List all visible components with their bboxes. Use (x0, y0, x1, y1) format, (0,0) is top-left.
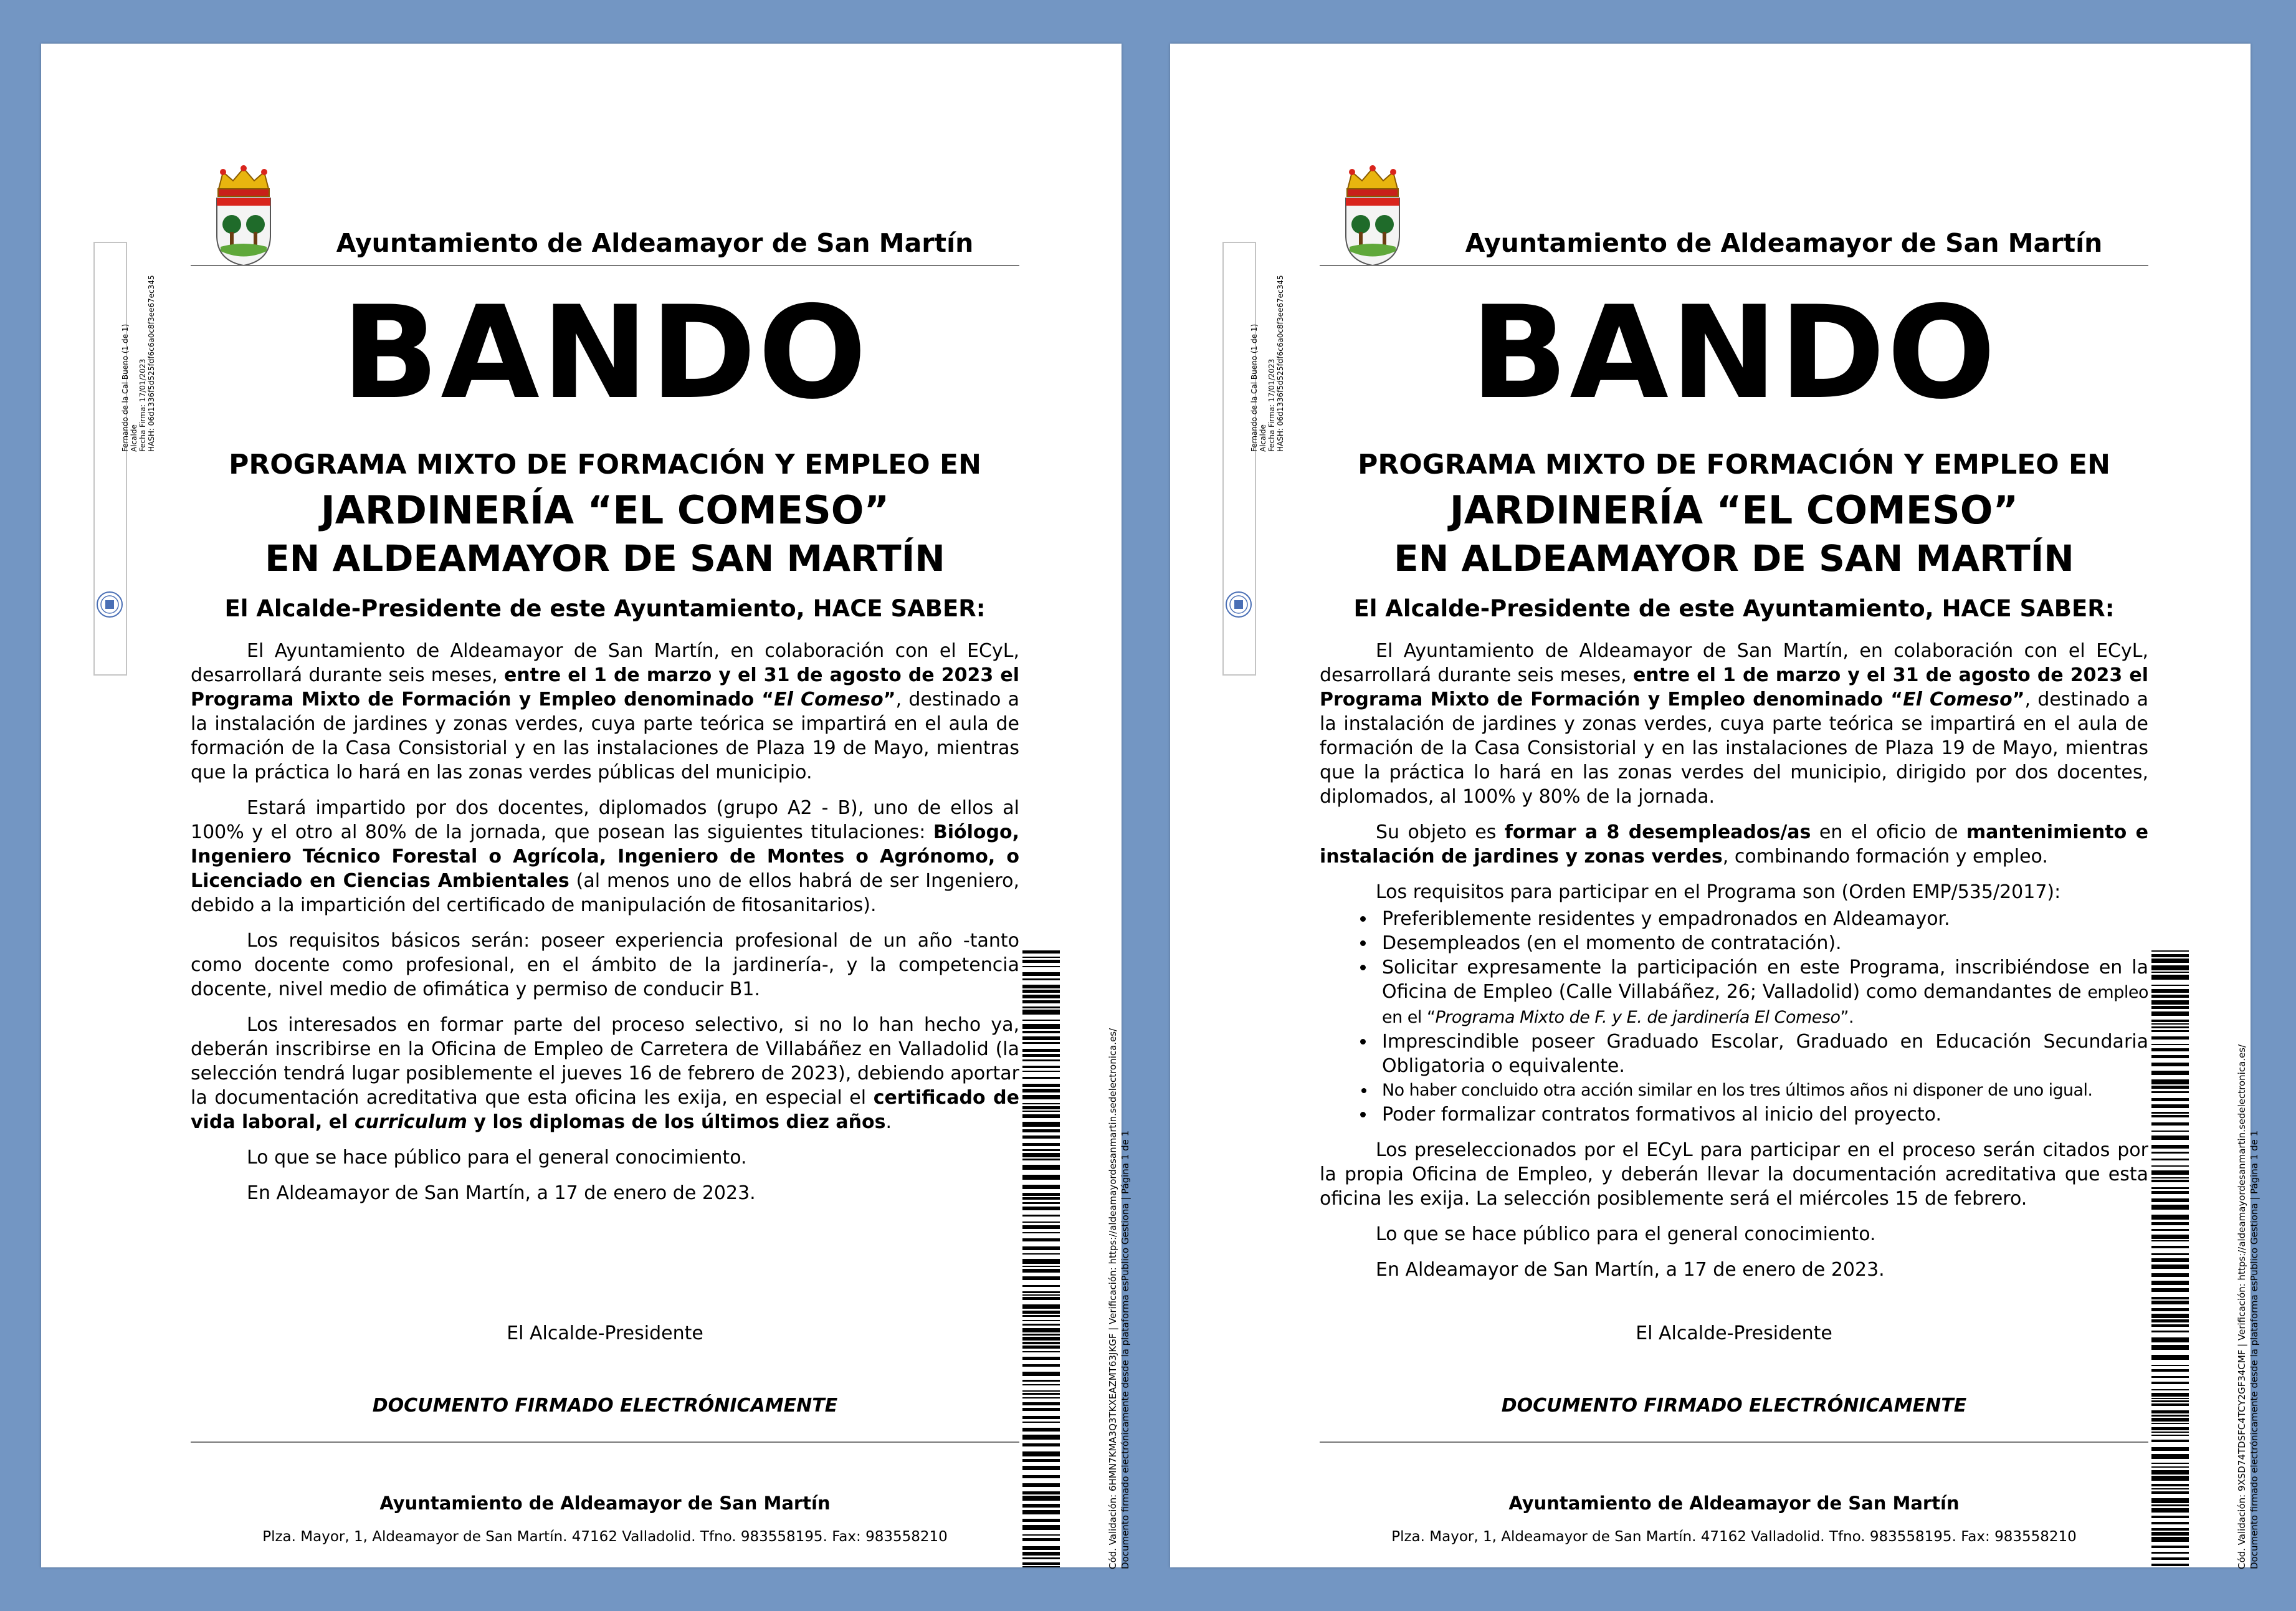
closing-date: En Aldeamayor de San Martín, a 17 de enero de 2023. (247, 1182, 756, 1204)
document-body (191, 639, 1019, 1217)
document-title: BANDO (1470, 279, 1998, 428)
validation-code: Cód. Validación: 6HMN7KMA3Q3TKXEAZMT63JKGF | Verificación: https://aldeamayordesanmartin.sedelectronica.es/ (1107, 1028, 1118, 1569)
subtitle-location: EN ALDEAMAYOR DE SAN MARTÍN (265, 537, 945, 580)
text-segment: El Ayuntamiento de Aldeamayor de San Martín, en colaboración con el ECyL, desarrollará durante seis meses, (1320, 640, 2148, 686)
text-segment-bold: entre el 1 de marzo y el 31 de agosto de 2023 el Programa Mixto de Formación y Empleo denominado “ (1320, 664, 2148, 710)
bando-page-right (1170, 44, 2260, 1569)
signature-date: Fecha Firma: 17/01/2023 (138, 358, 147, 452)
paragraph-application (191, 1013, 1019, 1134)
text-segment-bold-italic: El Comeso (774, 689, 884, 710)
bando-page-left (41, 44, 1131, 1569)
header-divider (191, 265, 1019, 266)
list-item: • Poder formalizar contratos formativos al inicio del proyecto. (1376, 1102, 2148, 1127)
paragraph-selection: Los preseleccionados por el ECyL para participar en el proceso serán citados por la propia Oficina de Empleo, y deberán llevar la documentación acreditativa que esta oficina les exija. La selección posiblemente será el miércoles 15 de febrero. (1320, 1139, 2148, 1210)
text-segment: empleo en el “ (1382, 983, 2148, 1027)
paragraph-objective (1320, 820, 2148, 869)
signature-text (121, 252, 156, 452)
announcement-heading: El Alcalde-Presidente de este Ayuntamiento, HACE SABER: (1353, 595, 2115, 622)
signature-seal-icon (1225, 591, 1252, 618)
text-segment: , destinado a la instalación de jardines y zonas verdes, cuya parte teórica se impartirá en el aula de formación de la Casa Consistorial y en las instalaciones de Plaza 19 de Mayo, mientras que la práctica lo hará en las zonas verdes del municipio, dirigido por dos docentes, diplomados, al 100% y 80% de la jornada. (1320, 689, 2149, 808)
requirements-intro: Los requisitos para participar en el Programa son (Orden EMP/535/2017): (1376, 881, 2061, 903)
list-item (1376, 955, 2148, 1030)
text-segment-bold: y los diplomas de los últimos diez años (467, 1111, 886, 1133)
text-segment-bold-italic: El Comeso (1903, 689, 2013, 710)
text-segment: , destinado a la instalación de jardines y zonas verdes, cuya parte teórica se impartirá en el aula de formación de la Casa Consistorial y en las instalaciones de Plaza 19 de Mayo, mientras que la práctica lo hará en las zonas verdes públicas del municipio. (191, 689, 1020, 783)
announcement-heading: El Alcalde-Presidente de este Ayuntamiento, HACE SABER: (224, 595, 986, 622)
signature-role: Alcalde (1259, 424, 1267, 452)
text-segment-bold: certificado de vida laboral, el (191, 1087, 1019, 1133)
signature-hash: HASH: 06d1336f5d525fdf6c6a0c8f3ee67ec345 (1276, 275, 1285, 452)
paragraph-program (191, 639, 1019, 785)
closing-date: En Aldeamayor de San Martín, a 17 de enero de 2023. (1376, 1259, 1885, 1281)
signature-seal-icon (96, 591, 123, 618)
validation-text (1107, 946, 1131, 1569)
signer-role: El Alcalde-Presidente (507, 1322, 703, 1344)
subtitle-program: PROGRAMA MIXTO DE FORMACIÓN Y EMPLEO EN (229, 449, 981, 480)
coat-of-arms-icon (1338, 118, 1407, 265)
paragraph-teachers (191, 796, 1019, 917)
validation-platform: Documento firmado electrónicamente desde la plataforma esPublico Gestiona | Página 1 de 1 (1120, 1130, 1131, 1569)
text-segment: Su objeto es (1376, 821, 1505, 843)
list-item: • Desempleados (en el momento de contratación). (1376, 931, 2148, 955)
signature-date: Fecha Firma: 17/01/2023 (1267, 358, 1276, 452)
electronic-signature-note: DOCUMENTO FIRMADO ELECTRÓNICAMENTE (1501, 1395, 1967, 1417)
validation-code: Cód. Validación: 9XSD74TDSFC4TCY2GF34CMF | Verificación: https://aldeamayordesanmartin.sedelectronica.es/ (2236, 1044, 2247, 1569)
subtitle-location: EN ALDEAMAYOR DE SAN MARTÍN (1394, 537, 2074, 580)
validation-text (2236, 946, 2260, 1569)
validation-platform: Documento firmado electrónicamente desde la plataforma esPublico Gestiona | Página 1 de 1 (2249, 1130, 2260, 1569)
text-segment-bold-italic: curriculum (354, 1111, 467, 1133)
electronic-signature-note: DOCUMENTO FIRMADO ELECTRÓNICAMENTE (372, 1395, 838, 1417)
text-segment-bold: ” (2012, 689, 2025, 710)
text-segment-bold: entre el 1 de marzo y el 31 de agosto de 2023 el Programa Mixto de Formación y Empleo denominado “ (191, 664, 1019, 710)
header-organization: Ayuntamiento de Aldeamayor de San Martín (1465, 228, 2103, 258)
text-segment-bold: mantenimiento e instalación de jardines y zonas verdes (1320, 821, 2148, 868)
text-segment: El Ayuntamiento de Aldeamayor de San Martín, en colaboración con el ECyL, desarrollará durante seis meses, (191, 640, 1019, 686)
subtitle-program-name: JARDINERÍA “EL COMESO” (320, 487, 890, 533)
closing-public: Lo que se hace público para el general conocimiento. (247, 1147, 747, 1169)
text-segment: Los interesados en formar parte del proceso selectivo, si no lo han hecho ya, deberán inscribirse en la Oficina de Empleo de Carretera de Villabáñez en Valladolid (la selección tendrá lugar posiblemente el jueves 16 de febrero de 2023), debiendo aportar la documentación acreditativa que esta oficina les exija, en especial el (191, 1014, 1019, 1109)
list-item: • Preferiblemente residentes y empadronados en Aldeamayor. (1376, 907, 2148, 931)
footer-organization: Ayuntamiento de Aldeamayor de San Martín (379, 1493, 831, 1514)
signature-role: Alcalde (130, 424, 138, 452)
signature-hash: HASH: 06d1336f5d525fdf6c6a0c8f3ee67ec345 (147, 275, 156, 452)
text-segment: Solicitar expresamente la participación en este Programa, inscribiéndose en la Oficina de Empleo (Calle Villabáñez, 26; Valladolid) como demandantes de (1382, 957, 2148, 1003)
text-segment: Estará impartido por dos docentes, diplomados (grupo A2 - B), uno de ellos al 100% y el otro al 80% de la jornada, que posean las siguientes titulaciones: (191, 797, 1019, 843)
list-item: • Imprescindible poseer Graduado Escolar, Graduado en Educación Secundaria Obligatoria o equivalente. (1376, 1030, 2148, 1078)
signer-role: El Alcalde-Presidente (1636, 1322, 1832, 1344)
text-segment: en el oficio de (1811, 821, 1966, 843)
text-segment-bold: formar a 8 desempleados/as (1504, 821, 1811, 843)
text-segment-bold: Biólogo, Ingeniero Técnico Forestal o Agrícola, Ingeniero de Montes o Agrónomo, o Licenciado en Ciencias Ambientales (191, 821, 1019, 892)
header-divider (1320, 265, 2148, 266)
signature-signer: Fernando de la Cal Bueno (1 de 1) (121, 323, 130, 452)
document-title: BANDO (341, 279, 869, 428)
signature-text (1250, 252, 1285, 452)
text-segment: ”. (1840, 1008, 1854, 1027)
list-item: • No haber concluido otra acción similar en los tres últimos años ni disponer de uno igual. (1376, 1078, 2148, 1102)
text-segment-italic: Programa Mixto de F. y E. de jardinería El Comeso (1435, 1008, 1841, 1027)
subtitle-program: PROGRAMA MIXTO DE FORMACIÓN Y EMPLEO EN (1358, 449, 2110, 480)
footer-address: Plza. Mayor, 1, Aldeamayor de San Martín. 47162 Valladolid. Tfno. 983558195. Fax: 983558210 (1391, 1529, 2077, 1545)
footer-organization: Ayuntamiento de Aldeamayor de San Martín (1508, 1493, 1960, 1514)
header-organization: Ayuntamiento de Aldeamayor de San Martín (336, 228, 974, 258)
footer-address: Plza. Mayor, 1, Aldeamayor de San Martín. 47162 Valladolid. Tfno. 983558195. Fax: 983558210 (262, 1529, 948, 1545)
signature-signer: Fernando de la Cal Bueno (1 de 1) (1250, 323, 1259, 452)
text-segment-bold: ” (883, 689, 896, 710)
paragraph-requirements: Los requisitos básicos serán: poseer experiencia profesional de un año -tanto como docente como profesional, en el ámbito de la jardinería-, y la competencia docente, nivel medio de ofimática y permiso de conducir B1. (191, 930, 1019, 1000)
text-segment: (al menos uno de ellos habrá de ser Ingeniero, debido a la impartición del certificado de manipulación de fitosanitarios). (191, 870, 1019, 916)
text-segment: , combinando formación y empleo. (1722, 846, 2048, 868)
barcode-icon (2151, 950, 2189, 1567)
subtitle-program-name: JARDINERÍA “EL COMESO” (1449, 487, 2019, 533)
coat-of-arms-icon (209, 118, 278, 265)
requirements-list (1320, 907, 2148, 1127)
footer-divider (1320, 1441, 2148, 1443)
paragraph-program (1320, 639, 2148, 809)
footer-divider (191, 1441, 1019, 1443)
document-body (1320, 639, 2148, 1293)
barcode-icon (1022, 950, 1060, 1567)
closing-public: Lo que se hace público para el general conocimiento. (1376, 1223, 1876, 1245)
text-segment: . (885, 1111, 892, 1133)
